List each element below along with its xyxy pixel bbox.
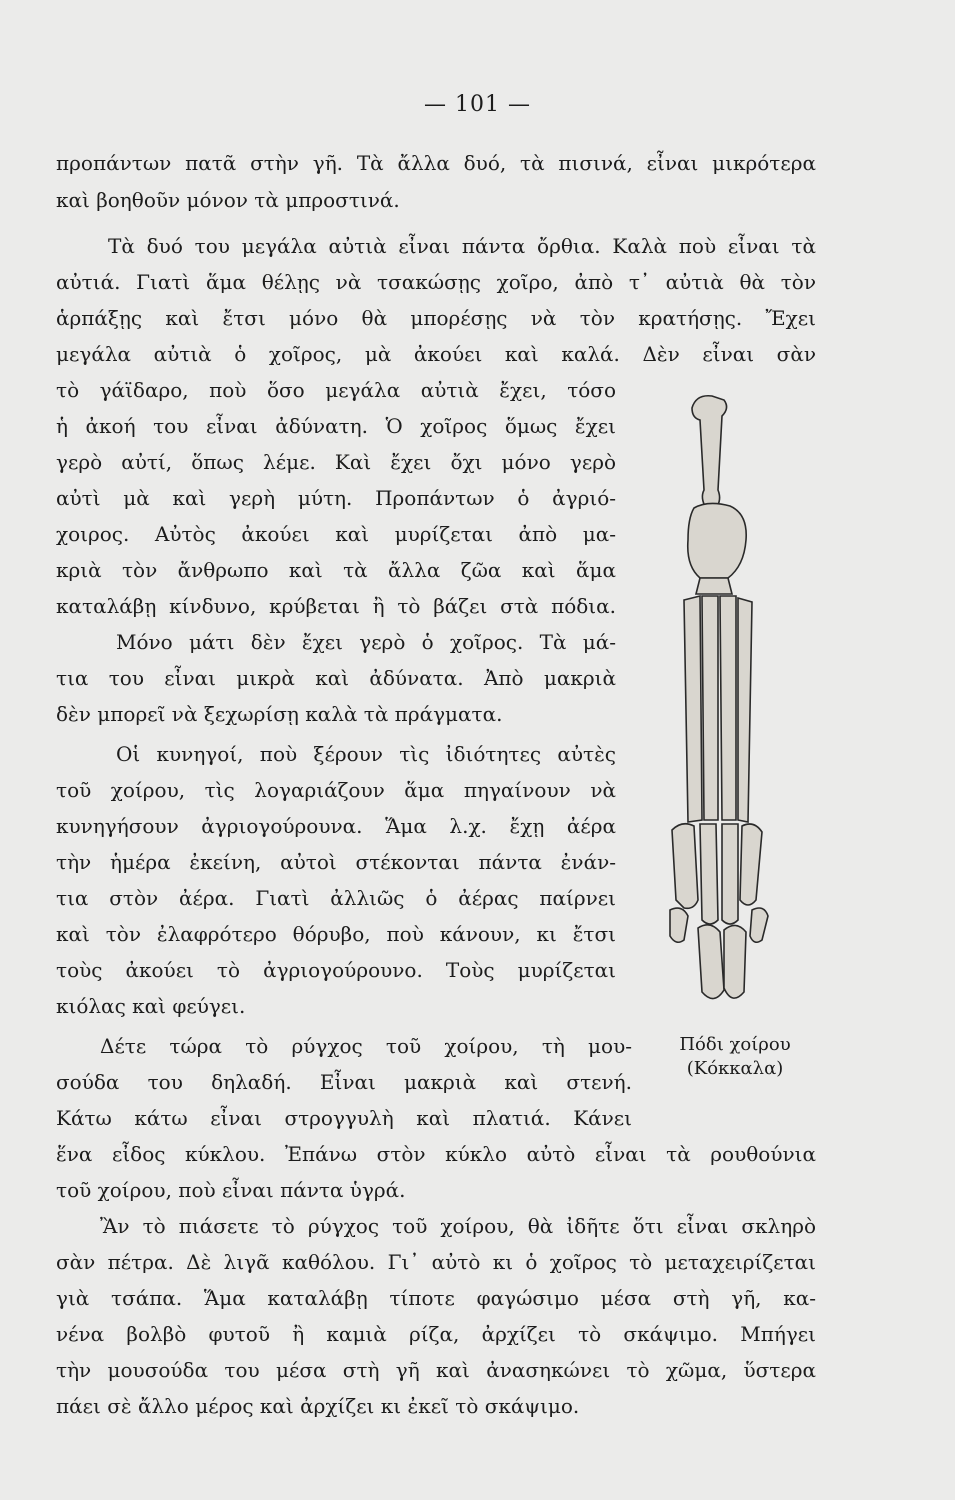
text-line: ἕνα εἶδος κύκλου. Ἐπάνω στὸν κύκλο αὐτὸ εἶναι τὰ ρουθούνια [56, 1142, 816, 1166]
pig-foot-bones-illustration [648, 380, 828, 1020]
text-line: καταλάβῃ κίνδυνο, κρύβεται ἢ τὸ βάζει στὰ πόδια. [56, 594, 616, 618]
text-line: τοὺς ἀκούει τὸ ἀγριογούρουνο. Τοὺς μυρίζεται [56, 958, 616, 982]
text-line: προπάντων πατᾶ στὴν γῆ. Τὰ ἄλλα δυό, τὰ πισινά, εἶναι μικρότερα [56, 151, 816, 175]
text-line: αὐτὶ μὰ καὶ γερὴ μύτη. Προπάντων ὁ ἀγριό- [56, 486, 616, 510]
text-line: τια του εἶναι μικρὰ καὶ ἀδύνατα. Ἀπὸ μακριὰ [56, 666, 616, 690]
text-line: καὶ βοηθοῦν μόνον τὰ μπροστινά. [56, 188, 400, 212]
figure-caption-line: (Κόκκαλα) [686, 1058, 784, 1079]
text-line: Κάτω κάτω εἶναι στρογγυλὴ καὶ πλατιά. Κάνει [56, 1106, 632, 1130]
text-line: γερὸ αὐτί, ὅπως λέμε. Καὶ ἔχει ὄχι μόνο γερὸ [56, 450, 616, 474]
text-line: χοιρος. Αὐτὸς ἀκούει καὶ μυρίζεται ἀπὸ μα- [56, 522, 616, 546]
text-line: Δέτε τώρα τὸ ρύγχος τοῦ χοίρου, τὴ μου- [100, 1034, 632, 1058]
text-line: τὴν ἡμέρα ἐκείνη, αὐτοὶ στέκονται πάντα ἐνάν- [56, 850, 616, 874]
text-line: ἡ ἀκοή του εἶναι ἀδύνατη. Ὁ χοῖρος ὅμως ἔχει [56, 414, 616, 438]
text-line: Τὰ δυό του μεγάλα αὐτιὰ εἶναι πάντα ὄρθια. Καλὰ ποὺ εἶναι τὰ [108, 234, 816, 258]
text-line: πάει σὲ ἄλλο μέρος καὶ ἀρχίζει κι ἐκεῖ τὸ σκάψιμο. [56, 1394, 580, 1418]
text-line: νένα βολβὸ φυτοῦ ἢ καμιὰ ρίζα, ἀρχίζει τὸ σκάψιμο. Μπήγει [56, 1322, 816, 1346]
figure-caption-line: Πόδι χοίρου [679, 1034, 791, 1055]
figure-caption [645, 1033, 825, 1081]
text-line: καὶ τὸν ἐλαφρότερο θόρυβο, ποὺ κάνουν, κι ἔτσι [56, 922, 616, 946]
text-line: Οἱ κυνηγοί, ποὺ ξέρουν τὶς ἰδιότητες αὐτὲς [116, 742, 616, 766]
text-line: Μόνο μάτι δὲν ἔχει γερὸ ὁ χοῖρος. Τὰ μά- [116, 630, 616, 654]
text-line: κιόλας καὶ φεύγει. [56, 994, 246, 1018]
text-line: τοῦ χοίρου, τὶς λογαριάζουν ἅμα πηγαίνουν νὰ [56, 778, 616, 802]
text-line: σὰν πέτρα. Δὲ λιγᾶ καθόλου. Γι᾽ αὐτὸ κι ὁ χοῖρος τὸ μεταχειρίζεται [56, 1250, 816, 1274]
text-line: τὴν μουσούδα του μέσα στὴ γῆ καὶ ἀνασηκώνει τὸ χῶμα, ὕστερα [56, 1358, 816, 1382]
text-line: Ἂν τὸ πιάσετε τὸ ρύγχος τοῦ χοίρου, θὰ ἰδῆτε ὅτι εἶναι σκληρὸ [100, 1214, 816, 1238]
text-line: σούδα του δηλαδή. Εἶναι μακριὰ καὶ στενή. [56, 1070, 632, 1094]
text-line: κυνηγήσουν ἀγριογούρουνα. Ἅμα λ.χ. ἔχῃ ἀέρα [56, 814, 616, 838]
text-line: τὸ γάϊδαρο, ποὺ ὅσο μεγάλα αὐτιὰ ἔχει, τόσο [56, 378, 616, 402]
text-line: τοῦ χοίρου, ποὺ εἶναι πάντα ὑγρά. [56, 1178, 406, 1202]
text-line: ἁρπάξῃς καὶ ἔτσι μόνο θὰ μπορέσῃς νὰ τὸν κρατήσῃς. Ἔχει [56, 306, 816, 330]
text-line: δὲν μπορεῖ νὰ ξεχωρίσῃ καλὰ τὰ πράγματα. [56, 702, 503, 726]
text-line: γιὰ τσάπα. Ἅμα καταλάβῃ τίποτε φαγώσιμο μέσα στὴ γῆ, κα- [56, 1286, 816, 1310]
text-line: αὐτιά. Γιατὶ ἅμα θέλῃς νὰ τσακώσῃς χοῖρο, ἀπὸ τ᾽ αὐτιὰ θὰ τὸν [56, 270, 816, 294]
text-line: μεγάλα αὐτιὰ ὁ χοῖρος, μὰ ἀκούει καὶ καλά. Δὲν εἶναι σὰν [56, 342, 816, 366]
text-line: τια στὸν ἀέρα. Γιατὶ ἀλλιῶς ὁ ἀέρας παίρνει [56, 886, 616, 910]
text-line: κριὰ τὸν ἄνθρωπο καὶ τὰ ἄλλα ζῶα καὶ ἅμα [56, 558, 616, 582]
page-number: — 101 — [424, 92, 531, 117]
